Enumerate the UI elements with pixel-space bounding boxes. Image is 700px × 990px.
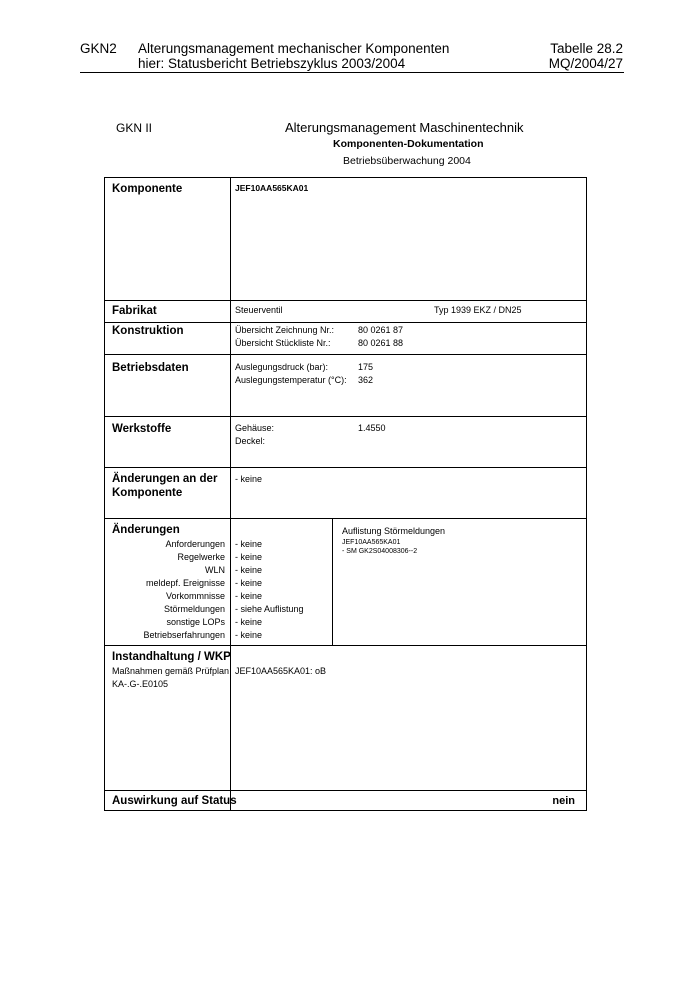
aenderungen-key: Anforderungen xyxy=(165,539,225,549)
betriebsdaten-key: Auslegungstemperatur (°C): xyxy=(235,375,347,385)
werkstoffe-value: 1.4550 xyxy=(358,423,386,433)
status-value: nein xyxy=(552,795,575,807)
column-divider xyxy=(332,518,333,645)
row-divider xyxy=(105,354,586,355)
aenderungen-komponente-label: Komponente xyxy=(112,487,183,499)
doc-title: Alterungsmanagement Maschinentechnik xyxy=(285,120,524,135)
row-divider xyxy=(105,790,586,791)
werkstoffe-key: Gehäuse: xyxy=(235,423,275,433)
header-title-line1: Alterungsmanagement mechanischer Komponenten xyxy=(138,41,450,56)
aenderungen-key: WLN xyxy=(205,565,225,575)
aenderungen-value: - keine xyxy=(235,578,263,588)
aenderungen-key: meldepf. Ereignisse xyxy=(145,578,225,588)
fabrikat-value: Steuerventil xyxy=(235,305,283,315)
row-divider xyxy=(105,645,586,646)
doc-subtitle: Komponenten-Dokumentation xyxy=(333,138,484,150)
betriebsdaten-key: Auslegungsdruck (bar): xyxy=(235,362,329,372)
komponente-label: Komponente xyxy=(112,183,183,195)
konstruktion-key: Übersicht Zeichnung Nr.: xyxy=(235,325,335,335)
row-divider xyxy=(105,518,586,519)
doc-subtitle2: Betriebsüberwachung 2004 xyxy=(343,155,471,167)
betriebsdaten-value: 175 xyxy=(358,362,374,372)
stoermeldungen-listing-title: Auflistung Störmeldungen xyxy=(342,526,446,536)
aenderungen-value: - keine xyxy=(235,591,263,601)
fabrikat-type: Typ 1939 EKZ / DN25 xyxy=(434,305,522,315)
plant-name: GKN II xyxy=(116,121,153,135)
instandhaltung-subtext: KA-.G-.E0105 xyxy=(112,679,169,689)
row-divider xyxy=(105,300,586,301)
aenderungen-komponente-value: - keine xyxy=(235,474,263,484)
header-table-ref: Tabelle 28.2 xyxy=(550,41,623,56)
aenderungen-value: - siehe Auflistung xyxy=(235,604,304,614)
betriebsdaten-value: 362 xyxy=(358,375,374,385)
instandhaltung-value: JEF10AA565KA01: oB xyxy=(235,666,327,676)
aenderungen-key: Regelwerke xyxy=(177,552,225,562)
aenderungen-key-list xyxy=(108,538,225,642)
header-code: GKN2 xyxy=(80,41,117,56)
status-label: Auswirkung auf Status xyxy=(112,795,237,807)
komponente-value: JEF10AA565KA01 xyxy=(235,183,309,193)
aenderungen-key: Vorkommnisse xyxy=(165,591,225,601)
aenderungen-value-list xyxy=(235,538,304,642)
stoermeldung-item: - SM GK2S04008306--2 xyxy=(342,548,418,555)
instandhaltung-label: Instandhaltung / WKP xyxy=(112,651,231,663)
aenderungen-komponente-label: Änderungen an der xyxy=(112,473,218,485)
aenderungen-value: - keine xyxy=(235,539,263,549)
aenderungen-value: - keine xyxy=(235,630,263,640)
werkstoffe-key: Deckel: xyxy=(235,436,266,446)
row-divider xyxy=(105,322,586,323)
aenderungen-key: sonstige LOPs xyxy=(166,617,225,627)
konstruktion-value: 80 0261 87 xyxy=(358,325,404,335)
row-divider xyxy=(105,416,586,417)
instandhaltung-subtext: Maßnahmen gemäß Prüfplan xyxy=(112,666,230,676)
row-divider xyxy=(105,467,586,468)
column-divider xyxy=(230,178,231,810)
header-doc-ref: MQ/2004/27 xyxy=(548,56,623,71)
konstruktion-value: 80 0261 88 xyxy=(358,338,404,348)
aenderungen-value: - keine xyxy=(235,617,263,627)
stoermeldung-item: JEF10AA565KA01 xyxy=(342,539,401,546)
konstruktion-key: Übersicht Stückliste Nr.: xyxy=(235,338,331,348)
aenderungen-value: - keine xyxy=(235,552,263,562)
werkstoffe-label: Werkstoffe xyxy=(112,423,172,435)
aenderungen-key: Betriebserfahrungen xyxy=(143,630,225,640)
betriebsdaten-label: Betriebsdaten xyxy=(112,362,189,374)
header-rule xyxy=(80,72,624,73)
aenderungen-key: Störmeldungen xyxy=(163,604,225,614)
aenderungen-value: - keine xyxy=(235,565,263,575)
stoermeldungen-listing xyxy=(342,538,417,556)
header-title-line2: hier: Statusbericht Betriebszyklus 2003/2004 xyxy=(138,56,406,71)
aenderungen-label: Änderungen xyxy=(112,524,180,536)
fabrikat-label: Fabrikat xyxy=(112,305,157,317)
konstruktion-label: Konstruktion xyxy=(112,325,184,337)
